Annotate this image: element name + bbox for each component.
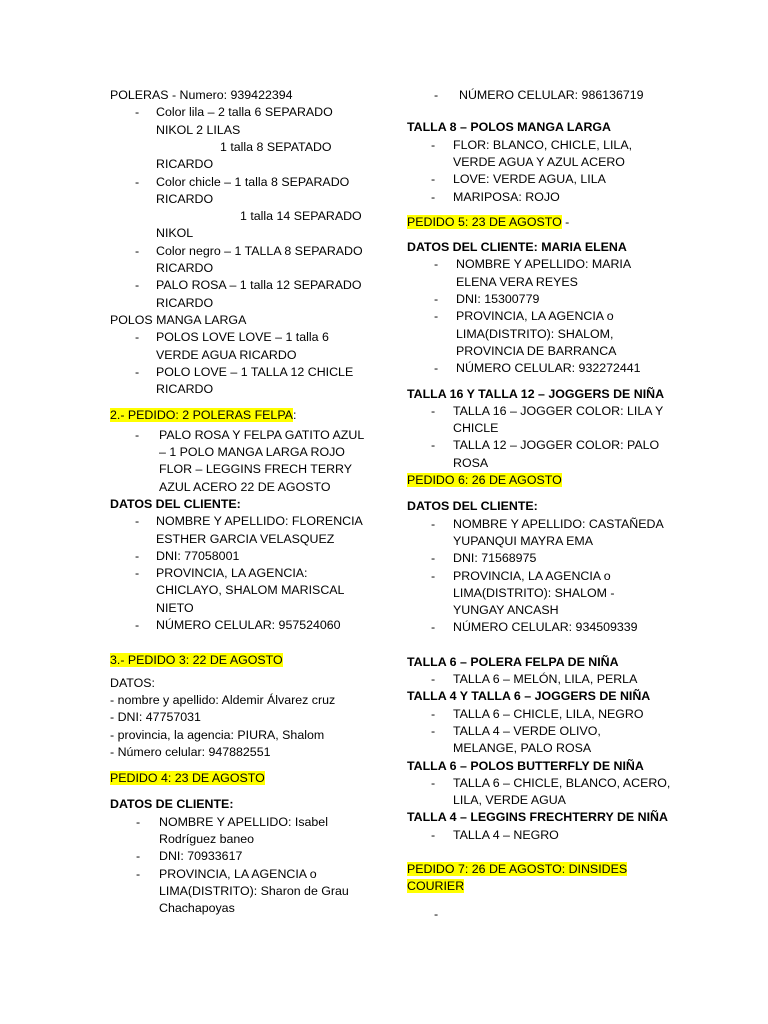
order-heading-highlight: PEDIDO 6: 26 DE AGOSTO (407, 473, 562, 487)
list-item-text: LIMA(DISTRITO): SHALOM, (456, 326, 614, 341)
list-bullet-dash: - (434, 88, 439, 102)
list-bullet-dash: - (431, 438, 436, 453)
list-bullet-dash: - (431, 551, 436, 566)
list-item-text: PROVINCIA, LA AGENCIA o (159, 866, 317, 881)
list-item-text: YUPANQUI MAYRA EMA (453, 533, 593, 548)
order-heading-suffix: - (561, 214, 570, 229)
list-item-text: MARIPOSA: ROJO (453, 189, 560, 204)
list-item-text: TALLA 16 – JOGGER COLOR: LILA Y (453, 403, 664, 418)
list-bullet-dash: - (431, 568, 436, 583)
order-heading-suffix: : (292, 408, 297, 423)
list-item-text: Color chicle – 1 talla 8 SEPARADO (156, 174, 350, 189)
list-item-text: DNI: 77058001 (156, 548, 240, 563)
list-bullet-dash: - (135, 105, 140, 120)
section-heading: TALLA 4 – LEGGINS FRECHTERRY DE NIÑA (407, 810, 668, 825)
order-heading-highlight: PEDIDO 4: 23 DE AGOSTO (110, 771, 265, 786)
list-bullet-dash: - (431, 706, 436, 721)
list-bullet-dash: - (136, 849, 141, 864)
list-item-text: RICARDO (156, 261, 214, 275)
paragraph-line: - DNI: 47757031 (110, 710, 201, 725)
list-item-text: NÚMERO CELULAR: 957524060 (156, 618, 341, 632)
list-item-text: ROSA (453, 455, 489, 470)
order-heading-line (407, 861, 627, 878)
list-item-text: CHICLAYO, SHALOM MARISCAL (156, 583, 345, 598)
list-item-text: DNI: 15300779 (456, 292, 540, 306)
order-heading (110, 407, 296, 424)
list-bullet-dash: - (434, 361, 439, 376)
list-bullet-dash: - (135, 618, 140, 632)
list-item-text: MELANGE, PALO ROSA (453, 741, 592, 756)
list-item-text: FLOR: BLANCO, CHICLE, LILA, (453, 137, 633, 152)
list-item-text: VERDE AGUA RICARDO (156, 347, 297, 362)
list-item-text: TALLA 4 – VERDE OLIVO, (453, 723, 601, 738)
list-item-text: LILA, VERDE AGUA (453, 793, 566, 808)
list-item-text: 1 talla 8 SEPATADO (220, 139, 332, 154)
list-bullet-dash: - (135, 514, 140, 529)
section-heading: DATOS DE CLIENTE: (110, 797, 234, 812)
list-item-text: NIKOL 2 LILAS (156, 122, 241, 137)
list-item-text: LOVE: VERDE AGUA, LILA (453, 172, 606, 187)
list-item-text: NÚMERO CELULAR: 932272441 (456, 361, 641, 376)
list-item-text: DNI: 70933617 (159, 849, 243, 864)
list-item-text: Chachapoyas (159, 901, 235, 916)
list-bullet-dash: - (135, 364, 140, 379)
list-bullet-dash: - (135, 278, 140, 293)
list-bullet-dash: - (135, 427, 140, 442)
paragraph-line: - provincia, la agencia: PIURA, Shalom (110, 727, 325, 742)
section-heading: DATOS DEL CLIENTE: (407, 499, 538, 514)
paragraph-line: - Número celular: 947882551 (110, 744, 271, 759)
list-bullet-dash: - (431, 403, 436, 418)
order-heading-highlight: 2.- PEDIDO: 2 POLERAS FELPA (110, 408, 293, 423)
list-item-text: NÚMERO CELULAR: 934509339 (453, 620, 638, 635)
list-item-text: PROVINCIA, LA AGENCIA o (456, 309, 614, 324)
list-bullet-dash: - (135, 330, 140, 345)
order-heading (407, 472, 562, 489)
list-bullet-dash: - (434, 257, 439, 272)
list-item-text: NOMBRE Y APELLIDO: MARIA (456, 257, 632, 272)
order-heading (110, 652, 283, 669)
section-heading: TALLA 8 – POLOS MANGA LARGA (407, 120, 611, 135)
list-bullet-dash: - (434, 292, 439, 306)
section-heading: DATOS DEL CLIENTE: (110, 496, 241, 511)
section-heading: TALLA 6 – POLOS BUTTERFLY DE NIÑA (407, 758, 644, 773)
list-item-text: PALO ROSA – 1 talla 12 SEPARADO (156, 278, 362, 293)
list-bullet-dash: - (431, 172, 436, 187)
list-bullet-dash: - (431, 723, 436, 738)
list-bullet-dash: - (431, 137, 436, 152)
list-item-text: TALLA 6 – MELÓN, LILA, PERLA (453, 672, 638, 686)
order-heading-highlight: PEDIDO 7: 26 DE AGOSTO: DINSIDES (407, 862, 628, 876)
list-bullet-dash: - (135, 174, 140, 189)
paragraph-line: POLERAS - Numero: 939422394 (110, 88, 293, 102)
list-bullet-dash: - (431, 189, 436, 204)
list-item-text: ELENA VERA REYES (456, 274, 578, 289)
order-heading-highlight: COURIER (407, 879, 465, 894)
list-bullet-dash: - (431, 775, 436, 790)
list-item-text: NIKOL (156, 226, 194, 241)
section-heading: TALLA 6 – POLERA FELPA DE NIÑA (407, 654, 619, 669)
list-item-text: Color lila – 2 talla 6 SEPARADO (156, 105, 333, 120)
section-heading: TALLA 4 Y TALLA 6 – JOGGERS DE NIÑA (407, 689, 651, 704)
order-heading-highlight: 3.- PEDIDO 3: 22 DE AGOSTO (110, 653, 283, 668)
order-heading-highlight: PEDIDO 5: 23 DE AGOSTO (407, 214, 562, 229)
list-item-text: Color negro – 1 TALLA 8 SEPARADO (156, 243, 363, 258)
order-heading (407, 214, 569, 231)
order-heading-line (407, 878, 464, 895)
list-item-text: TALLA 6 – CHICLE, LILA, NEGRO (453, 706, 644, 721)
list-bullet-dash: - (135, 566, 140, 581)
list-item-text: PROVINCIA, LA AGENCIA: (156, 566, 308, 581)
list-bullet-dash: - (434, 309, 439, 324)
list-bullet-dash: - (136, 866, 141, 881)
list-item-text: DNI: 71568975 (453, 551, 537, 566)
section-heading: DATOS DEL CLIENTE: MARIA ELENA (407, 240, 627, 255)
list-item-text: AZUL ACERO 22 DE AGOSTO (159, 479, 331, 494)
list-item-text: ESTHER GARCIA VELASQUEZ (156, 531, 335, 546)
list-item-text: LIMA(DISTRITO): Sharon de Grau (159, 883, 349, 898)
list-item-text: FLOR – LEGGINS FRECH TERRY (159, 462, 353, 477)
list-item-text: – 1 POLO MANGA LARGA ROJO (159, 445, 345, 459)
list-item-text: NÚMERO CELULAR: 986136719 (459, 88, 644, 102)
list-bullet-dash: - (431, 672, 436, 686)
list-item-text: TALLA 6 – CHICLE, BLANCO, ACERO, (453, 775, 671, 790)
list-bullet-dash: - (431, 827, 436, 842)
section-heading: TALLA 16 Y TALLA 12 – JOGGERS DE NIÑA (407, 386, 665, 401)
list-item-text: NOMBRE Y APELLIDO: FLORENCIA (156, 514, 363, 529)
list-item-text: PALO ROSA Y FELPA GATITO AZUL (159, 427, 365, 442)
list-item-text: POLO LOVE – 1 TALLA 12 CHICLE (156, 364, 354, 379)
paragraph-line: POLOS MANGA LARGA (110, 312, 247, 327)
paragraph-line: - nombre y apellido: Aldemir Álvarez cruz (110, 692, 336, 707)
order-heading (110, 770, 265, 787)
list-item-text: POLOS LOVE LOVE – 1 talla 6 (156, 330, 329, 345)
list-bullet-dash: - (434, 906, 439, 921)
paragraph-line: DATOS: (110, 675, 155, 690)
list-item-text: RICARDO (156, 382, 214, 397)
list-item-text: 1 talla 14 SEPARADO (240, 209, 362, 224)
list-bullet-dash: - (135, 548, 140, 563)
list-bullet-dash: - (136, 814, 141, 829)
list-item-text: TALLA 4 – NEGRO (453, 827, 559, 842)
list-bullet-dash: - (431, 620, 436, 635)
list-item-text: NOMBRE Y APELLIDO: Isabel (159, 814, 328, 829)
list-item-text: CHICLE (453, 421, 499, 436)
list-item-text: NIETO (156, 600, 194, 615)
list-item-text: TALLA 12 – JOGGER COLOR: PALO (453, 438, 660, 453)
list-item-text: Rodríguez baneo (159, 832, 255, 846)
list-item-text: VERDE AGUA Y AZUL ACERO (453, 154, 625, 169)
list-item-text: NOMBRE Y APELLIDO: CASTAÑEDA (453, 516, 664, 531)
list-bullet-dash: - (135, 243, 140, 258)
list-item-text: PROVINCIA DE BARRANCA (456, 343, 617, 358)
list-item-text: PROVINCIA, LA AGENCIA o (453, 568, 611, 583)
list-item-text: RICARDO (156, 157, 214, 172)
list-item-text: RICARDO (156, 191, 214, 206)
list-item-text: LIMA(DISTRITO): SHALOM - (453, 585, 615, 600)
list-item-text: RICARDO (156, 295, 214, 310)
list-item-text: YUNGAY ANCASH (453, 603, 559, 618)
list-bullet-dash: - (431, 516, 436, 531)
